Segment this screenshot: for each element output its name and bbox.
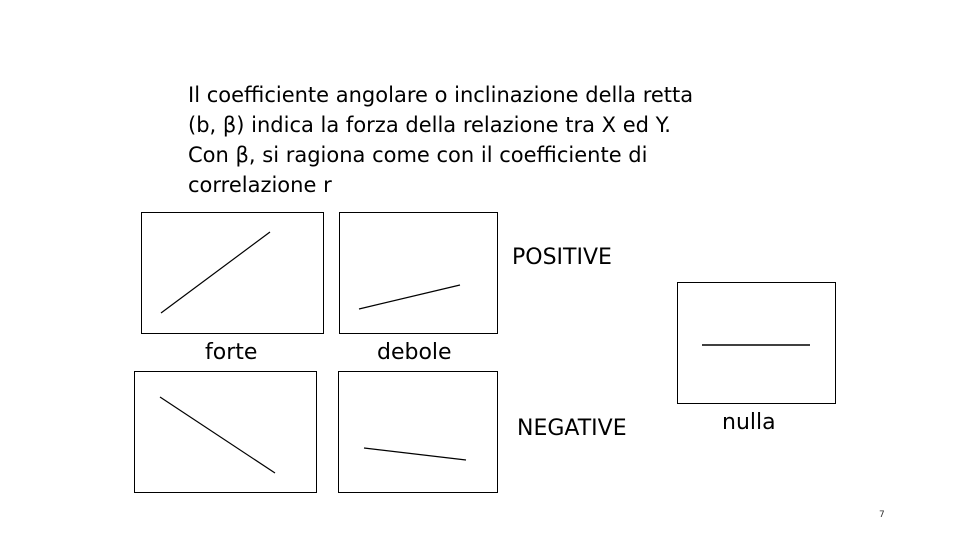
- explanation-line-3: Con β, si ragiona come con il coefficiente di: [188, 143, 648, 167]
- positive-strong-line: [142, 213, 323, 333]
- page-number: 7: [879, 510, 885, 520]
- positive-weak-line: [340, 213, 497, 333]
- plot-positive-strong: [141, 212, 324, 334]
- label-forte: forte: [205, 340, 258, 365]
- explanation-line-1: Il coefficiente angolare o inclinazione della retta: [188, 83, 694, 107]
- negative-strong-line: [135, 372, 316, 492]
- plot-null: [677, 282, 836, 404]
- label-positive: POSITIVE: [512, 245, 612, 270]
- label-debole: debole: [377, 340, 452, 365]
- label-nulla: nulla: [722, 410, 776, 435]
- null-line: [678, 283, 835, 403]
- negative-weak-line: [339, 372, 497, 492]
- plot-negative-weak: [338, 371, 498, 493]
- explanation-line-2: (b, β) indica la forza della relazione tra X ed Y.: [188, 113, 671, 137]
- label-negative: NEGATIVE: [517, 416, 627, 441]
- explanation-text: [188, 80, 808, 200]
- explanation-line-4: correlazione r: [188, 173, 332, 197]
- plot-positive-weak: [339, 212, 498, 334]
- plot-negative-strong: [134, 371, 317, 493]
